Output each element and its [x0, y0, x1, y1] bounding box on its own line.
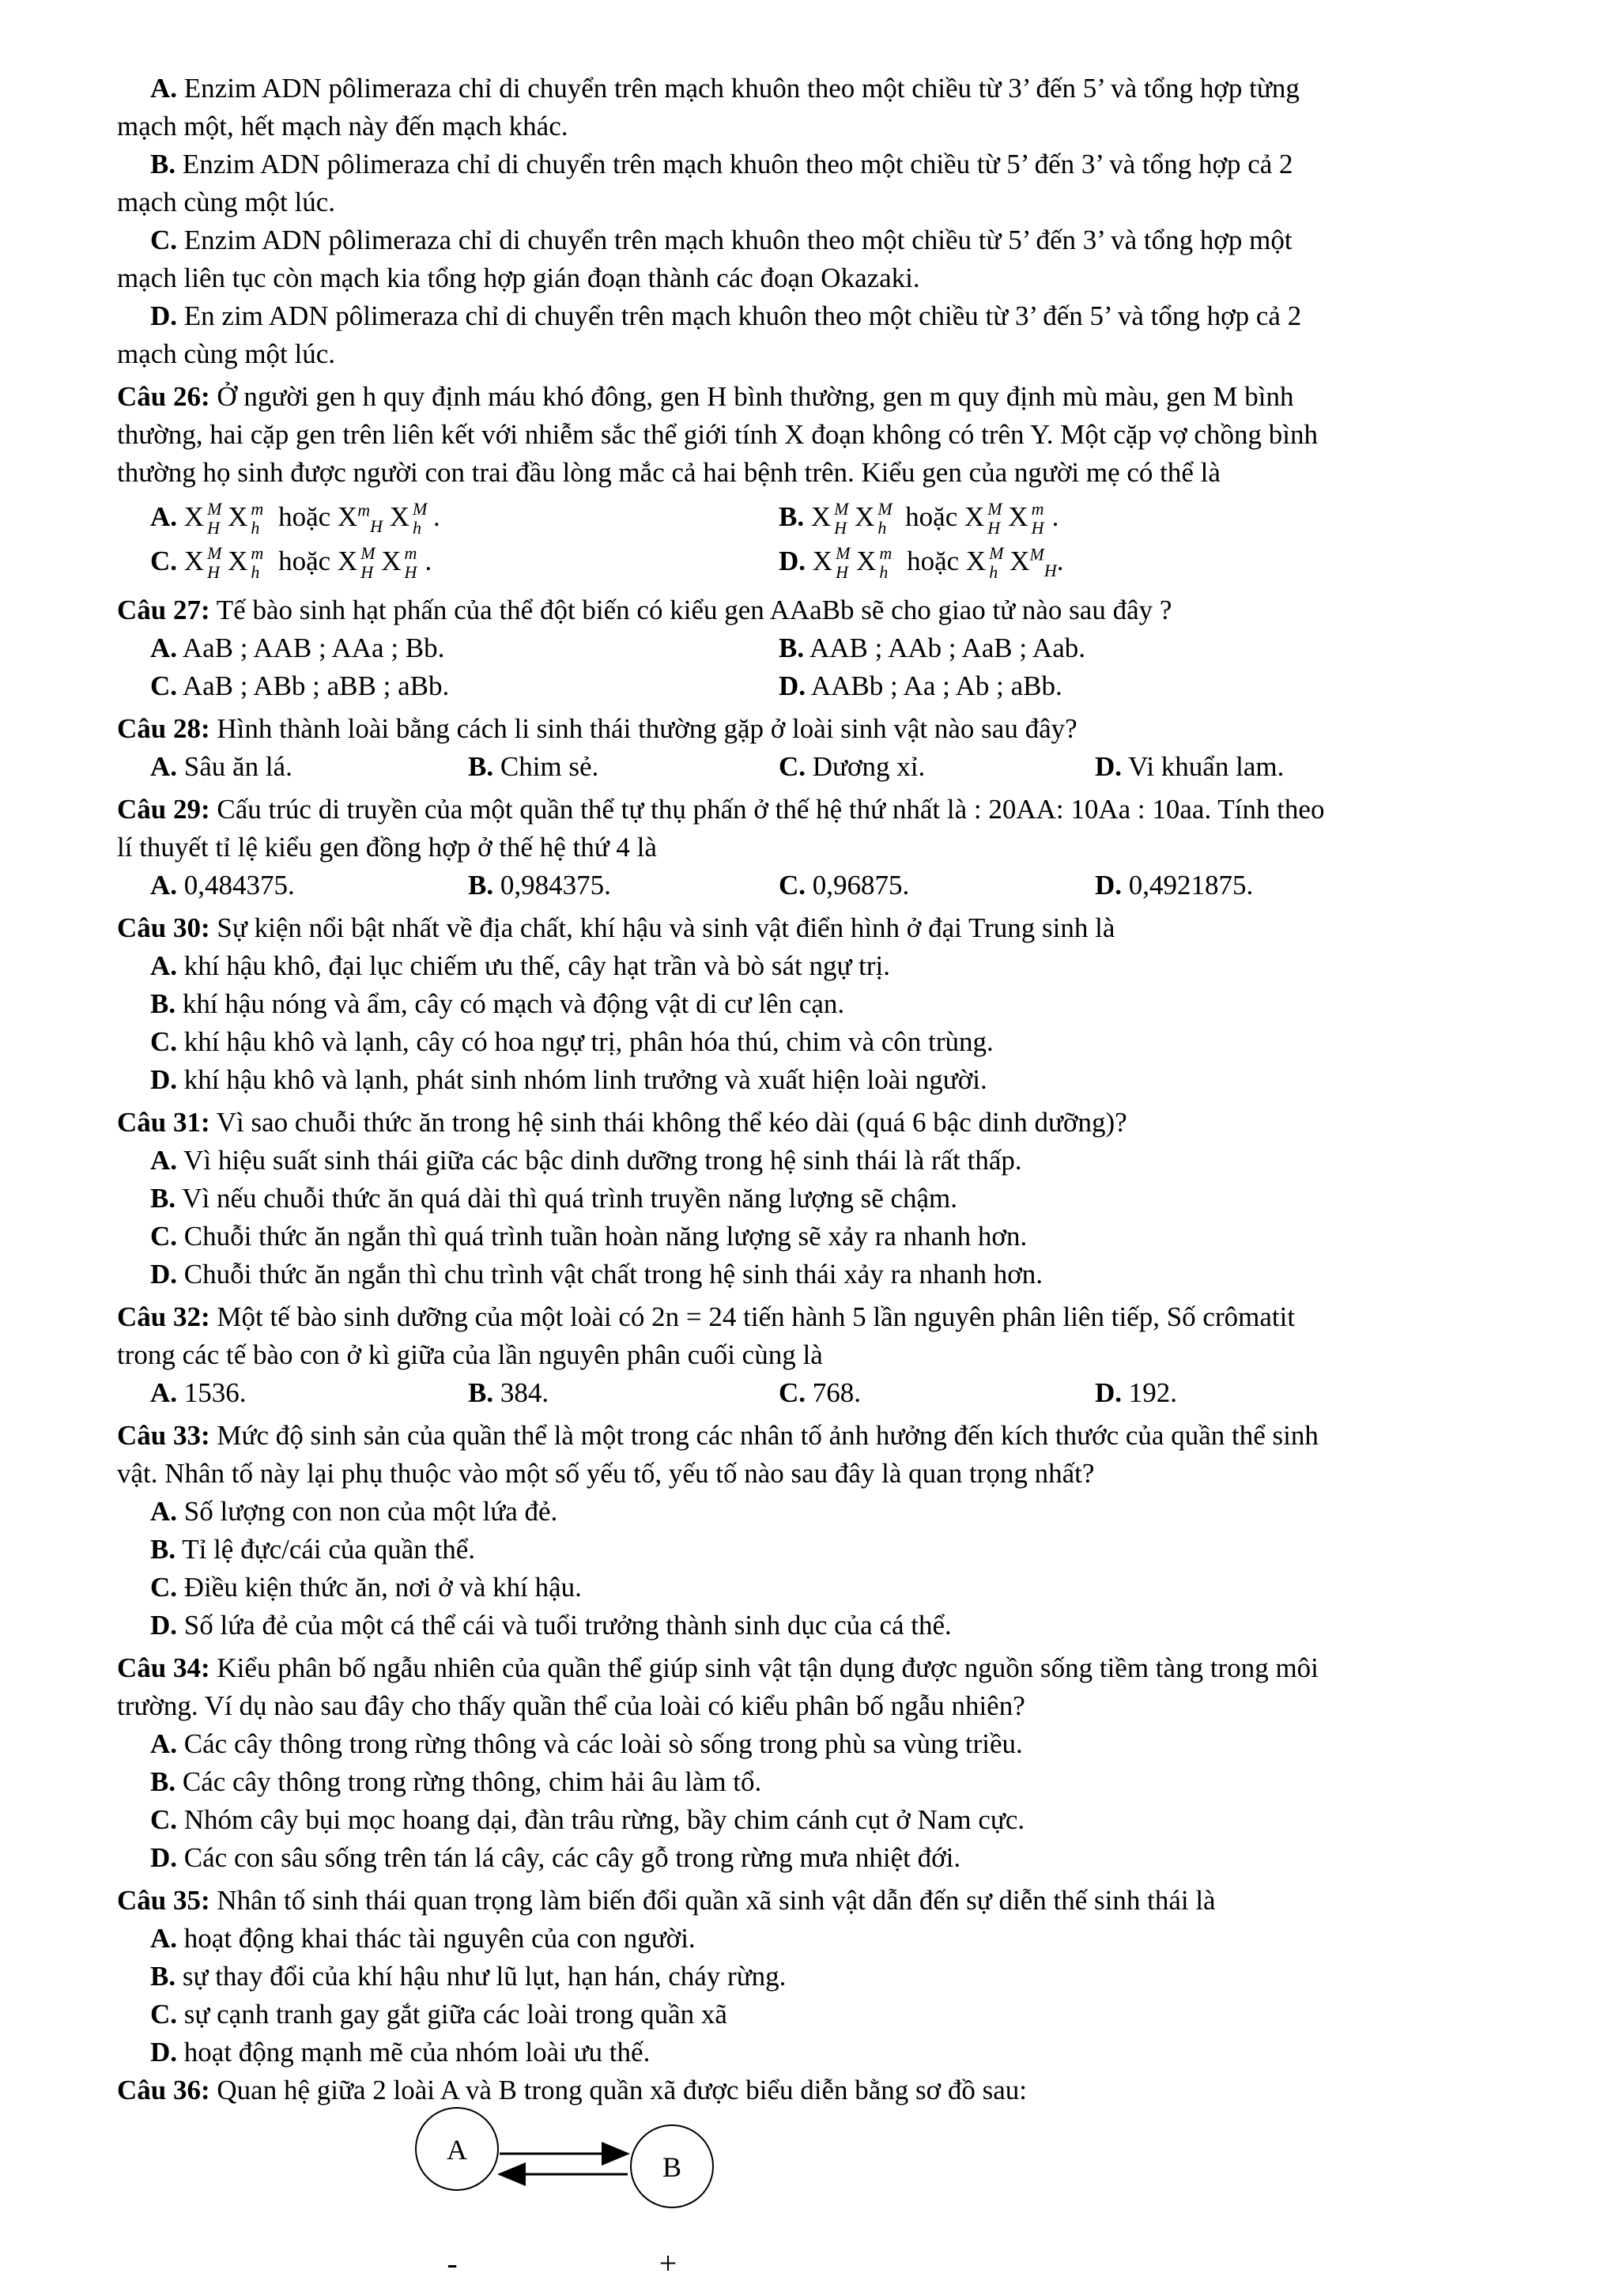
- q26-option-a: A. X M H X m h hoặc $X^m_H$ X M h .: [150, 498, 440, 538]
- q29-option-c: C. 0,96875.: [779, 870, 910, 901]
- q30-option-c: C. khí hậu khô và lạnh, cây có hoa ngự trị, phân hóa thú, chim và côn trùng.: [150, 1026, 994, 1057]
- q31-option-a: A. Vì hiệu suất sinh thái giữa các bậc dinh dưỡng trong hệ sinh thái là rất thấp.: [150, 1145, 1022, 1176]
- q33-option-c: C. Điều kiện thức ăn, nơi ở và khí hậu.: [150, 1572, 582, 1603]
- q29-stem-line2: lí thuyết tỉ lệ kiểu gen đồng hợp ở thế hệ thứ 4 là: [117, 832, 657, 863]
- q32-option-d: D. 192.: [1095, 1377, 1178, 1408]
- q31-stem: Câu 31: Vì sao chuỗi thức ăn trong hệ sinh thái không thể kéo dài (quá 6 bậc dinh dưỡng)?: [117, 1107, 1127, 1138]
- q25-option-a-line1: A. Enzim ADN pôlimeraza chỉ di chuyển trên mạch khuôn theo một chiều từ 3’ đến 5’ và tổng hợp từng: [150, 73, 1300, 104]
- q27-stem: Câu 27: Tế bào sinh hạt phấn của thể đột biến có kiểu gen AAaBb sẽ cho giao tử nào sau đây ?: [117, 595, 1172, 625]
- q28-option-c: C. Dương xỉ.: [779, 751, 926, 782]
- q35-option-a: A. hoạt động khai thác tài nguyên của con người.: [150, 1923, 696, 1954]
- sign-a: -: [447, 2245, 458, 2281]
- q32-option-a: A. 1536.: [150, 1377, 247, 1408]
- q25-option-c-line1: C. Enzim ADN pôlimeraza chỉ di chuyển trên mạch khuôn theo một chiều từ 5’ đến 3’ và tổng hợp một: [150, 225, 1293, 255]
- q28-option-b: B. Chim sẻ.: [468, 751, 599, 782]
- q34-stem-line2: trường. Ví dụ nào sau đây cho thấy quần thể của loài có kiểu phân bố ngẫu nhiên?: [117, 1690, 1025, 1721]
- q25-option-b-line2: mạch cùng một lúc.: [117, 187, 336, 217]
- q34-option-b: B. Các cây thông trong rừng thông, chim hải âu làm tổ.: [150, 1766, 762, 1797]
- q27-option-b: B. AAB ; AAb ; AaB ; Aab.: [779, 633, 1085, 663]
- q34-option-a: A. Các cây thông trong rừng thông và các loài sò sống trong phù sa vùng triều.: [150, 1728, 1023, 1759]
- relationship-diagram: [395, 2087, 727, 2285]
- q34-stem-line1: Câu 34: Kiểu phân bố ngẫu nhiên của quần thể giúp sinh vật tận dụng được nguồn sống tiềm tàng trong môi: [117, 1652, 1319, 1683]
- q26-stem-line1: Câu 26: Ở người gen h quy định máu khó đông, gen H bình thường, gen m quy định mù màu, gen M bình: [117, 381, 1294, 412]
- q31-option-b: B. Vì nếu chuỗi thức ăn quá dài thì quá trình truyền năng lượng sẽ chậm.: [150, 1183, 958, 1214]
- q26-stem-line2: thường, hai cặp gen trên liên kết với nhiễm sắc thể giới tính X đoạn không có trên Y. Một cặp vợ chồng bình: [117, 419, 1318, 450]
- relationship-diagram-svg: [395, 2087, 727, 2285]
- q29-stem-line1: Câu 29: Cấu trúc di truyền của một quần thể tự thụ phấn ở thế hệ thứ nhất là : 20AA: 10Aa : 10aa. Tính theo: [117, 794, 1325, 825]
- q32-stem-line2: trong các tế bào con ở kì giữa của lần nguyên phân cuối cùng là: [117, 1339, 823, 1370]
- q27-option-c: C. AaB ; ABb ; aBB ; aBb.: [150, 670, 450, 701]
- q26-option-b: B. X M H X M h hoặc X M H X m H .: [779, 498, 1059, 538]
- q36-stem: Câu 36: Quan hệ giữa 2 loài A và B trong quần xã được biểu diễn bằng sơ đồ sau:: [117, 2075, 1028, 2105]
- q25-option-d-line2: mạch cùng một lúc.: [117, 338, 336, 369]
- q29-option-b: B. 0,984375.: [468, 870, 611, 901]
- q26-option-d: D. X M H X m h hoặc X M h $X^M_H$.: [779, 542, 1064, 582]
- q26-stem-line3: thường họ sinh được người con trai đầu lòng mắc cả hai bệnh trên. Kiểu gen của người mẹ có thể là: [117, 457, 1221, 488]
- q28-stem: Câu 28: Hình thành loài bằng cách li sinh thái thường gặp ở loài sinh vật nào sau đây?: [117, 713, 1077, 744]
- q25-option-c-line2: mạch liên tục còn mạch kia tổng hợp gián đoạn thành các đoạn Okazaki.: [117, 262, 920, 293]
- q27-option-a: A. AaB ; AAB ; AAa ; Bb.: [150, 633, 445, 663]
- q33-option-a: A. Số lượng con non của một lứa đẻ.: [150, 1496, 558, 1527]
- q26-option-c: C. X M H X m h hoặc X M H X m H .: [150, 542, 432, 582]
- q28-option-a: A. Sâu ăn lá.: [150, 751, 292, 782]
- q32-option-c: C. 768.: [779, 1377, 862, 1408]
- q35-option-c: C. sự cạnh tranh gay gắt giữa các loài trong quần xã: [150, 1999, 727, 2030]
- q34-option-c: C. Nhóm cây bụi mọc hoang dại, đàn trâu rừng, bầy chim cánh cụt ở Nam cực.: [150, 1804, 1025, 1835]
- q27-option-d: D. AABb ; Aa ; Ab ; aBb.: [779, 670, 1062, 701]
- q28-option-d: D. Vi khuẩn lam.: [1095, 751, 1285, 782]
- q35-stem: Câu 35: Nhân tố sinh thái quan trọng làm biến đổi quần xã sinh vật dẫn đến sự diễn thế sinh thái là: [117, 1885, 1216, 1916]
- q25-option-a-line2: mạch một, hết mạch này đến mạch khác.: [117, 111, 568, 142]
- q29-option-d: D. 0,4921875.: [1095, 870, 1254, 901]
- q32-option-b: B. 384.: [468, 1377, 549, 1408]
- q35-option-b: B. sự thay đổi của khí hậu như lũ lụt, hạn hán, cháy rừng.: [150, 1961, 787, 1992]
- node-b-label: B: [662, 2151, 682, 2183]
- node-a-label: A: [447, 2134, 467, 2166]
- q29-option-a: A. 0,484375.: [150, 870, 295, 901]
- q32-stem-line1: Câu 32: Một tế bào sinh dưỡng của một loài có 2n = 24 tiến hành 5 lần nguyên phân liên tiếp, Số crômatit: [117, 1301, 1296, 1332]
- q30-stem: Câu 30: Sự kiện nổi bật nhất về địa chất, khí hậu và sinh vật điển hình ở đại Trung sinh là: [117, 912, 1115, 943]
- q25-option-d-line1: D. En zim ADN pôlimeraza chỉ di chuyển trên mạch khuôn theo một chiều từ 3’ đến 5’ và tổng hợp cả 2: [150, 300, 1302, 331]
- q30-option-a: A. khí hậu khô, đại lục chiếm ưu thế, cây hạt trần và bò sát ngự trị.: [150, 950, 891, 981]
- q34-option-d: D. Các con sâu sống trên tán lá cây, các cây gỗ trong rừng mưa nhiệt đới.: [150, 1842, 961, 1873]
- q30-option-b: B. khí hậu nóng và ẩm, cây có mạch và động vật di cư lên cạn.: [150, 988, 845, 1019]
- q25-option-b-line1: B. Enzim ADN pôlimeraza chỉ di chuyển trên mạch khuôn theo một chiều từ 5’ đến 3’ và tổng hợp cả 2: [150, 149, 1293, 179]
- q33-option-d: D. Số lứa đẻ của một cá thể cái và tuổi trưởng thành sinh dục của cá thể.: [150, 1610, 952, 1641]
- sign-b: +: [659, 2245, 677, 2281]
- q33-option-b: B. Tỉ lệ đực/cái của quần thể.: [150, 1534, 475, 1565]
- q31-option-d: D. Chuỗi thức ăn ngắn thì chu trình vật chất trong hệ sinh thái xảy ra nhanh hơn.: [150, 1259, 1043, 1290]
- q35-option-d: D. hoạt động mạnh mẽ của nhóm loài ưu thế.: [150, 2037, 651, 2068]
- q31-option-c: C. Chuỗi thức ăn ngắn thì quá trình tuần hoàn năng lượng sẽ xảy ra nhanh hơn.: [150, 1221, 1028, 1252]
- q30-option-d: D. khí hậu khô và lạnh, phát sinh nhóm linh trưởng và xuất hiện loài người.: [150, 1064, 987, 1095]
- q33-stem-line1: Câu 33: Mức độ sinh sản của quần thể là một trong các nhân tố ảnh hưởng đến kích thước của quần thể sinh: [117, 1420, 1319, 1451]
- q33-stem-line2: vật. Nhân tố này lại phụ thuộc vào một số yếu tố, yếu tố nào sau đây là quan trọng nhất?: [117, 1458, 1095, 1489]
